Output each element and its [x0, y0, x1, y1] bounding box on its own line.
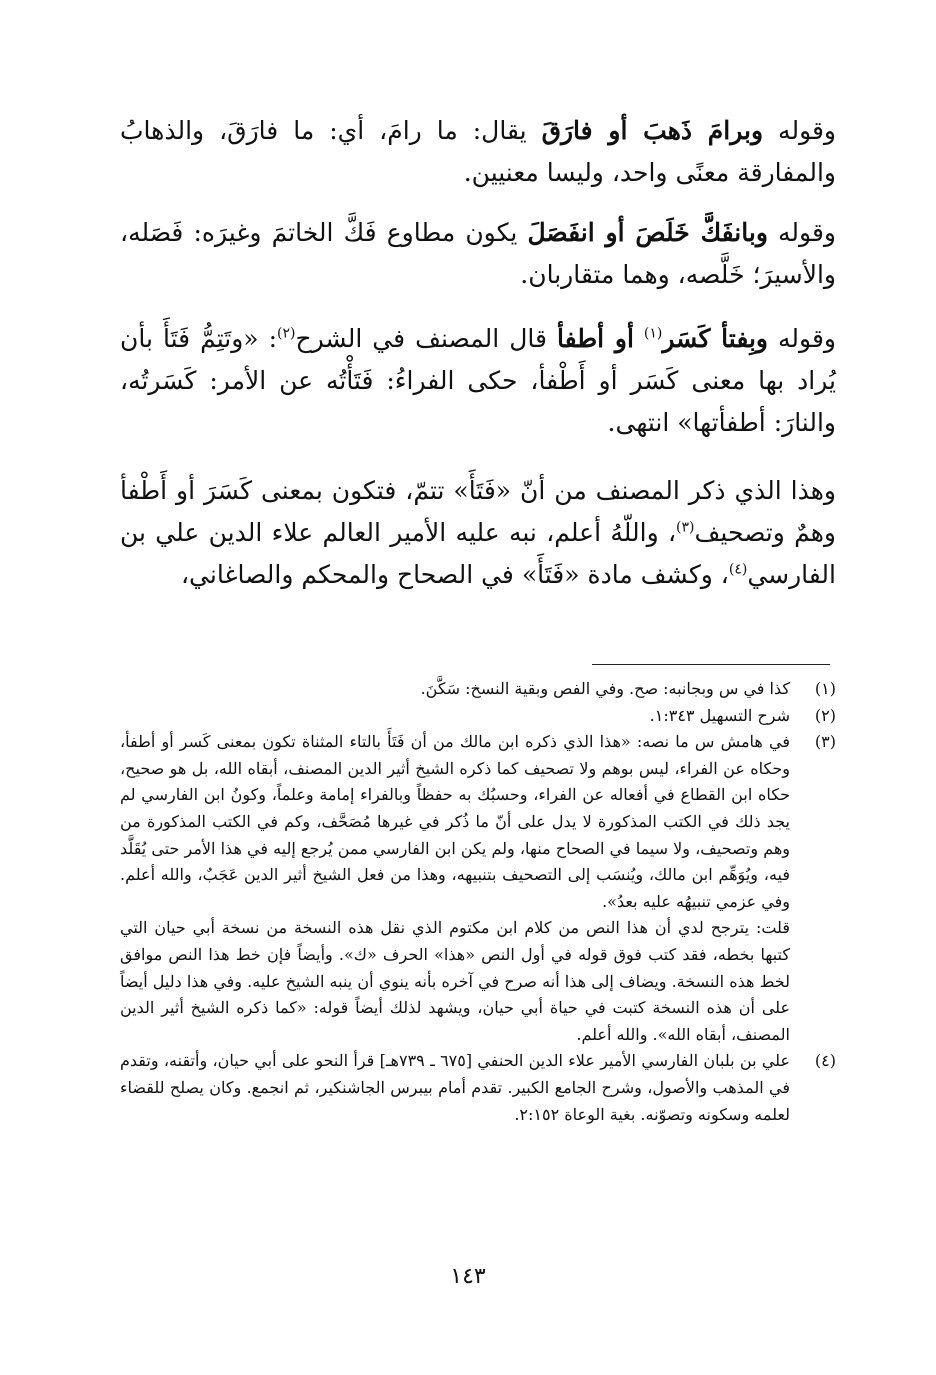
paragraph-4 [120, 470, 836, 596]
footnote-3-note: قلت: يترجح لدي أن هذا النص من كلام ابن مكتوم الذي نقل هذه النسخة من نسخة أبي حيان التي كتبها بخطه، فقد كتب فوق قوله في أول النص «هذا» الحرف «ك». وأيضاً فإن خط هذا النص موافق لخط هذه النسخة. ويضاف إلى هذا أنه صرح في آخره بأنه ينوي أن ينبه الشيخ عليه. وفي هذا دليل أيضاً على أن هذه النسخة كتبت في حياة أبي حيان، ويشهد لذلك أيضاً قوله: «كما ذكره الشيخ أثير الدين المصنف، أبقاه الله». والله أعلم. [120, 918, 790, 1044]
bold-term: وبِفتأ كَسَر [662, 324, 768, 353]
paragraph-text: يكون مطاوع فَكَّ الخاتمَ وغيرَه: فَصَله، والأسيرَ؛ خَلَّصه، وهما متقاربان. [120, 218, 836, 289]
footnote-number: (٢) [814, 705, 836, 725]
footnote-text: علي بن بلبان الفارسي الأمير علاء الدين الحنفي [٦٧٥ ـ ٧٣٩هـ] قرأ النحو على أبي حيان، وأتقنه، وتقدم في المذهب والأصول، وشرح الجامع الكبير. تقدم أمام بيبرس الجاشنكير، ثم انجمع. وكان يصلح للقضاء لعلمه وسكونه وتصوّنه. بغية الوعاة ٢:١٥٢. [120, 1051, 791, 1124]
paragraph-text: : «وتَتِمُّ فَتَأَ بأن يُراد بها معنى كَسَر أو أَطْفأ، حكى الفراءُ: فَتَأْتُه عن الأمر: كَسَرتُه، والنارَ: أطفأتها» انتهى. [120, 324, 836, 437]
footnotes [120, 676, 836, 1128]
footnote-text: شرح التسهيل ١:٣٤٣. [649, 705, 790, 725]
paragraph-intro: وقوله [778, 324, 836, 353]
footnote-divider [592, 664, 830, 665]
paragraph-intro: وقوله [778, 218, 836, 247]
bold-term: وبرامَ ذَهبَ أو فارَقَ [541, 116, 764, 145]
footnote-text: كذا في س وبجانبه: صح. وفي الفص وبقية النسخ: سَكَّنَ. [420, 679, 790, 698]
footnote-ref[interactable]: (١) [643, 325, 663, 342]
paragraph-text: وهذا الذي ذكر المصنف من أنّ «فَتَأَ» تتمّ، فتكون بمعنى كَسَرَ أو أَطْفأ وهمٌ وتصحيف [120, 476, 836, 547]
footnote-text: في هامش س ما نصه: «هذا الذي ذكره ابن مالك من أن فَتَأَ بالتاء المثناة تكون بمعنى كَسر أو أطفأ، وحكاه عن الفراء، ليس بوهم ولا تصحيف كما ذكره الشيخ أثير الدين المصنف، أبقاه الله، بل هو صحيح، حكاه ابن القطاع في أفعاله عن الفراء، وحسبُك به حفظاً وبالفراء إمامة وعلماً، وكونُ ابن الفارسي لم يجد ذلك في الكتب المذكورة لا يدل على أنّ ما ذُكر في غيرها مُصَحَّف، وكم في الكتب المذكورة من وهم وتصحيف، ولا سيما في الصحاح منها، ولم يكن ابن الفارسي ممن يُرجع إليه في هذا الأمر حتى يُقَلَّد فيه، ويُوَهِّم ابن مالك، ويُنسَب إلى التصحيف بتنبيهه، وهذا من فعل الشيخ أثير الدين عَجَبٌ، والله أعلم. وفي عزمي تنبيهُه عليه بعدُ». [120, 732, 791, 911]
paragraph-intro: وقوله [778, 116, 837, 145]
bold-term: وبانفَكَّ خَلَصَ أو انفَصَلَ [527, 218, 768, 247]
page-number: ١٤٣ [450, 1264, 486, 1289]
main-text [120, 110, 836, 622]
footnote-ref[interactable]: (٤) [728, 561, 748, 578]
footnote-4 [120, 1048, 836, 1128]
paragraph-text: ، وكشف مادة «فَتَأَ» في الصحاح والمحكم والصاغاني، [180, 560, 729, 589]
footnote-number: (٤) [814, 1051, 836, 1071]
footnote-ref[interactable]: (٢) [277, 325, 296, 342]
paragraph-3 [120, 318, 836, 444]
paragraph-1 [120, 110, 836, 194]
bold-term: أو أطفأ [557, 324, 634, 353]
footnote-number: (٣) [814, 732, 836, 752]
footnote-ref[interactable]: (٣) [676, 519, 695, 536]
paragraph-text: يقال: ما رامَ، أي: ما فارَقَ، والذهابُ والمفارقة معنًى واحد، وليسا معنيين. [120, 116, 836, 187]
footnote-2 [120, 703, 836, 730]
paragraph-text: ، واللّهُ أعلم، نبه عليه الأمير العالم علاء الدين علي بن الفارسي [120, 518, 836, 589]
paragraph-2 [120, 212, 836, 296]
footnote-number: (١) [814, 679, 836, 698]
footnote-3 [120, 729, 836, 915]
paragraph-text: قال المصنف في الشرح [295, 324, 547, 353]
footnote-1 [120, 676, 836, 703]
